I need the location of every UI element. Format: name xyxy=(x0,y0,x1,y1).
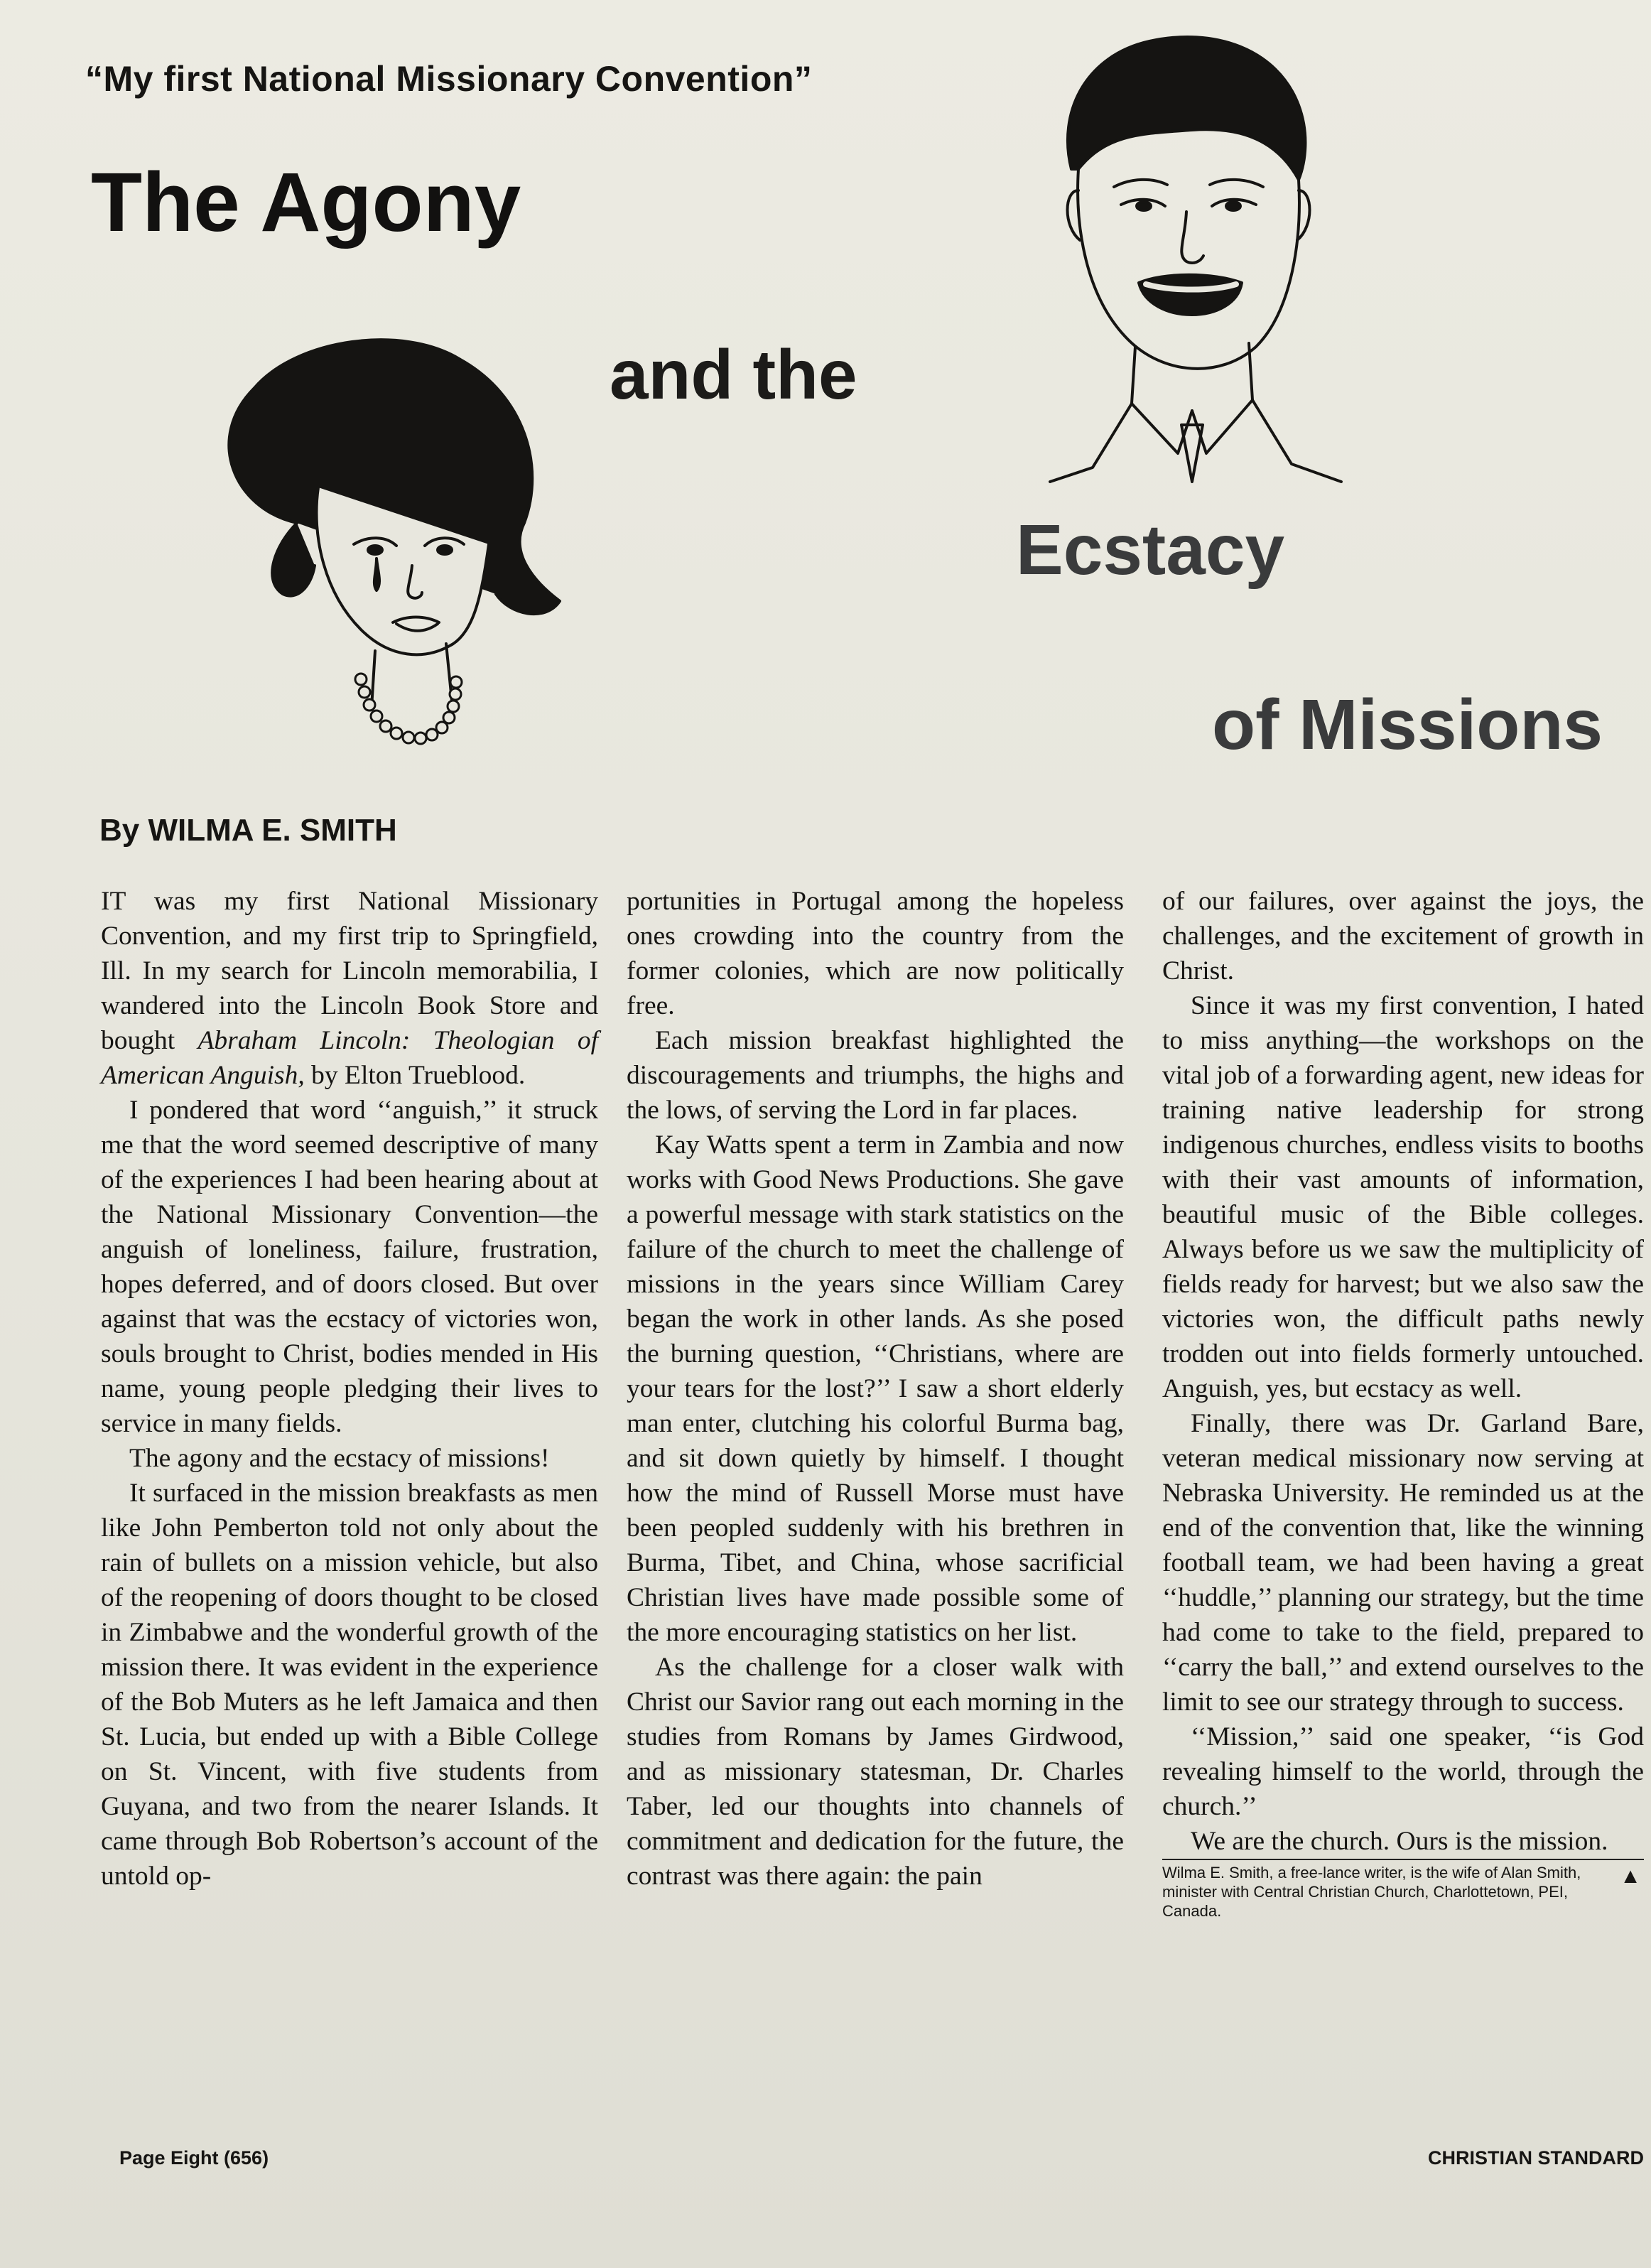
author-footnote: Wilma E. Smith, a free-lance writer, is the wife of Alan Smith, minister with Central Christian Church, Charlottetown, PEI, Canada. xyxy=(1162,1859,1644,1921)
paragraph: As the challenge for a closer walk with Christ our Savior rang out each morning in the studies from Romans by James Girdwood, and as missionary statesman, Dr. Charles Taber, led our thoughts into channels of commitment and dedication for the future, the contrast was there again: the pain xyxy=(627,1653,1124,1891)
paragraph: Kay Watts spent a term in Zambia and now works with Good News Productions. She gave a powerful message with stark statistics on the failure of the church to meet the challenge of missions in the years since William Carey began the work in other lands. As she posed the burning question, ‘‘Christians, where are your tears for the lost?’’ I saw a short elderly man enter, clutching his colorful Burma bag, and sit down quietly by himself. I thought how the mind of Russell Morse must have been peopled suddenly with his brethren in Burma, Tibet, and China, whose sacrificial Christian lives have made possible some of the more encouraging statistics on her list. xyxy=(627,1130,1124,1647)
paragraph: portunities in Portugal among the hopeless ones crowding into the country from the former colonies, which are now politically free. xyxy=(627,887,1124,1020)
kicker-headline: “My first National Missionary Convention” xyxy=(85,59,813,99)
paragraph: Finally, there was Dr. Garland Bare, veteran medical missionary now serving at Nebraska University. He reminded us at the end of the convention that, like the winning football team, we had been having a great ‘‘huddle,’’ planning our strategy, but the time had come to take to the field, prepared to ‘‘carry the ball,’’ and extend ourselves to the limit to see our strategy through to success. xyxy=(1162,1409,1644,1717)
paragraph: The agony and the ecstacy of missions! xyxy=(129,1444,550,1473)
text-run: by Elton Trueblood. xyxy=(304,1061,526,1090)
title-line-1: The Agony xyxy=(91,156,521,249)
article-column-1 xyxy=(101,884,598,1894)
paragraph: It surfaced in the mission breakfasts as men like John Pemberton told not only about the rain of bullets on a mission vehicle, but also of the reopening of doors thought to be closed in Zimbabwe and the wonderful growth of the mission there. It was evident in the experience of the Bob Muters as he left Jamaica and then St. Lucia, but ended up with a Bible College on St. Vincent, with five students from Guyana, and two from the nearer Islands. It came through Bob Robertson’s account of the untold op- xyxy=(101,1479,598,1891)
article-column-2 xyxy=(627,884,1124,1894)
publication-name: CHRISTIAN STANDARD xyxy=(1428,2147,1644,2169)
title-line-3: Ecstacy xyxy=(1016,510,1285,590)
paragraph: ‘‘Mission,’’ said one speaker, ‘‘is God revealing himself to the world, through the church.’’ xyxy=(1162,1722,1644,1821)
crying-woman-illustration xyxy=(190,310,578,762)
paragraph: I pondered that word ‘‘anguish,’’ it struck me that the word seemed descriptive of many of the experiences I had been hearing about at the National Missionary Convention—the anguish of loneliness, failure, frustration, hopes deferred, and of doors closed. But over against that was the ecstacy of victories won, souls brought to Christ, bodies mended in His name, young people pledging their lives to service in many fields. xyxy=(101,1096,598,1438)
paragraph xyxy=(101,884,598,1093)
title-line-4: of Missions xyxy=(1212,685,1603,765)
paragraph: Since it was my first convention, I hated to miss anything—the workshops on the vital job of a forwarding agent, new ideas for training native leadership for strong indigenous churches, endless visits to booths with their vast amounts of information, beautiful music of the Bible colleges. Always before us we saw the multiplicity of fields ready for harvest; but we also saw the victories won, the difficult paths newly trodden out into fields formerly untouched. Anguish, yes, but ecstacy as well. xyxy=(1162,991,1644,1403)
book-title: Abraham Lincoln: Theologian of American Anguish, xyxy=(101,1026,598,1090)
paragraph: of our failures, over against the joys, the challenges, and the excitement of growth in Christ. xyxy=(1162,887,1644,986)
article-column-3 xyxy=(1162,884,1644,1921)
closing-text: We are the church. Ours is the mission. xyxy=(1191,1827,1608,1856)
title-line-2: and the xyxy=(610,335,857,414)
laughing-man-illustration xyxy=(1007,27,1377,496)
end-mark-icon: ▲ xyxy=(1620,1864,1641,1888)
paragraph: Each mission breakfast highlighted the discouragements and triumphs, the highs and the lows, of serving the Lord in far places. xyxy=(627,1026,1124,1125)
byline: By WILMA E. SMITH xyxy=(99,813,397,848)
text-run: IT was my first National Missionary Convention, and my first trip to Springfield, Ill. In my search for Lincoln memorabilia, I wandered into the Lincoln Book Store and bought xyxy=(101,887,598,1055)
paragraph xyxy=(1162,1824,1644,1888)
page-folio: Page Eight (656) xyxy=(119,2147,269,2169)
